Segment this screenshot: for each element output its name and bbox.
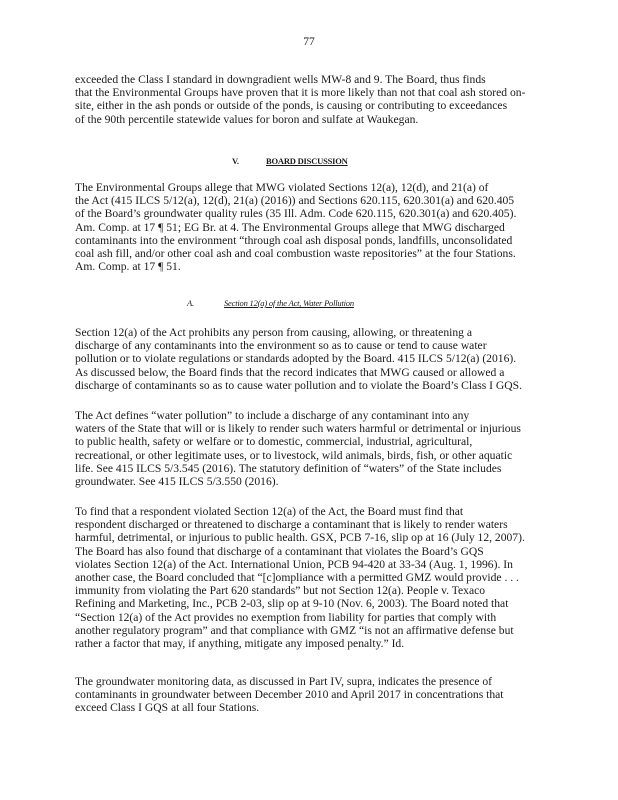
text-line: rather a factor that may, if anything, mitigate any imposed penalty.” Id. bbox=[75, 637, 405, 651]
text-line: Am. Comp. at 17 ¶ 51. bbox=[75, 260, 181, 274]
text-line: discharge of any contaminants into the environment so as to cause or tend to cause water bbox=[75, 339, 487, 353]
text-line: pollution or to violate regulations or standards adopted by the Board. 415 ILCS 5/12(a) (2016). bbox=[75, 352, 517, 366]
section-heading-title-text: BOARD DISCUSSION bbox=[266, 156, 348, 166]
text-line: that the Environmental Groups have proven that it is more likely than not that coal ash stored on- bbox=[75, 86, 526, 100]
text-line: the Act (415 ILCS 5/12(a), 12(d), 21(a) (2016)) and Sections 620.115, 620.301(a) and 620.405 bbox=[75, 194, 515, 208]
text-line: To find that a respondent violated Section 12(a) of the Act, the Board must find that bbox=[75, 505, 464, 518]
text-line: contaminants in groundwater between December 2010 and April 2017 in concentrations that bbox=[75, 688, 504, 702]
text-line: discharge of contaminants so as to cause water pollution and to violate the Board’s Class I GQS. bbox=[75, 378, 523, 392]
text-line: exceeded the Class I standard in downgradient wells MW-8 and 9. The Board, thus finds bbox=[75, 73, 486, 86]
section-heading-title bbox=[266, 156, 348, 166]
text-line: recreational, or other legitimate uses, or to livestock, wild animals, birds, fish, or other aquatic bbox=[75, 448, 513, 462]
paragraph-1 bbox=[75, 73, 595, 126]
text-line: another regulatory program” and that compliance with GMZ “is not an affirmative defense but bbox=[75, 623, 514, 637]
text-line: harmful, detrimental, or injurious to public health. GSX, PCB 7-16, slip op at 16 (July 12, 2007). bbox=[75, 531, 525, 545]
text-line: to public health, safety or welfare or to domestic, commercial, industrial, agricultural, bbox=[75, 435, 473, 449]
text-line: life. See 415 ILCS 5/3.545 (2016). The statutory definition of “waters” of the State includes bbox=[75, 461, 502, 475]
text-line: of the 90th percentile statewide values for boron and sulfate at Waukegan. bbox=[75, 112, 419, 126]
text-line: immunity from violating the Part 620 standards” but not Section 12(a). People v. Texaco bbox=[75, 584, 486, 598]
subsection-heading-number: A. bbox=[187, 298, 194, 308]
paragraph-3 bbox=[75, 326, 595, 392]
text-line: respondent discharged or threatened to discharge a contaminant that is likely to render waters bbox=[75, 518, 508, 532]
paragraph-2 bbox=[75, 181, 595, 273]
text-line: Am. Comp. at 17 ¶ 51; EG Br. at 4. The Environmental Groups allege that MWG discharged bbox=[75, 220, 505, 234]
paragraph-6 bbox=[75, 675, 595, 715]
text-line: The Act defines “water pollution” to include a discharge of any contaminant into any bbox=[75, 409, 470, 422]
text-line: exceed Class I GQS at all four Stations. bbox=[75, 701, 260, 715]
text-line: Refining and Marketing, Inc., PCB 2-03, slip op at 9-10 (Nov. 6, 2003). The Board noted that bbox=[75, 597, 509, 611]
text-line: violates Section 12(a) of the Act. International Union, PCB 94-420 at 33-34 (Aug. 1, 1996). In bbox=[75, 557, 513, 571]
paragraph-4 bbox=[75, 409, 595, 488]
text-line: waters of the State that will or is likely to render such waters harmful or detrimental or injurious bbox=[75, 422, 521, 436]
section-heading-number: V. bbox=[232, 156, 239, 166]
text-line: contaminants into the environment “through coal ash disposal ponds, landfills, unconsolidated bbox=[75, 233, 513, 247]
text-line: of the Board’s groundwater quality rules (35 Ill. Adm. Code 620.115, 620.301(a) and 620.405). bbox=[75, 207, 517, 221]
text-line: The Board has also found that discharge of a contaminant that violates the Board’s GQS bbox=[75, 544, 484, 558]
paragraph-5 bbox=[75, 505, 595, 650]
text-line: site, either in the ash ponds or outside of the ponds, is causing or contributing to exceedances bbox=[75, 99, 508, 113]
text-line: “Section 12(a) of the Act provides no exemption from liability for parties that comply with bbox=[75, 610, 497, 624]
text-line: Section 12(a) of the Act prohibits any person from causing, allowing, or threatening a bbox=[75, 326, 472, 339]
text-line: another case, the Board concluded that “[c]ompliance with a permitted GMZ would provide . . . bbox=[75, 571, 519, 585]
text-line: The Environmental Groups allege that MWG violated Sections 12(a), 12(d), and 21(a) of bbox=[75, 181, 489, 194]
subsection-heading-title: Section 12(a) of the Act, Water Pollution bbox=[224, 298, 354, 308]
text-line: The groundwater monitoring data, as discussed in Part IV, supra, indicates the presence of bbox=[75, 675, 493, 688]
text-line: groundwater. See 415 ILCS 5/3.550 (2016). bbox=[75, 475, 279, 489]
text-line: As discussed below, the Board finds that the record indicates that MWG caused or allowed a bbox=[75, 365, 505, 379]
text-line: coal ash fill, and/or other coal ash and coal combustion waste repositories” at the four Stations. bbox=[75, 247, 516, 261]
page-number: 77 bbox=[303, 36, 315, 48]
